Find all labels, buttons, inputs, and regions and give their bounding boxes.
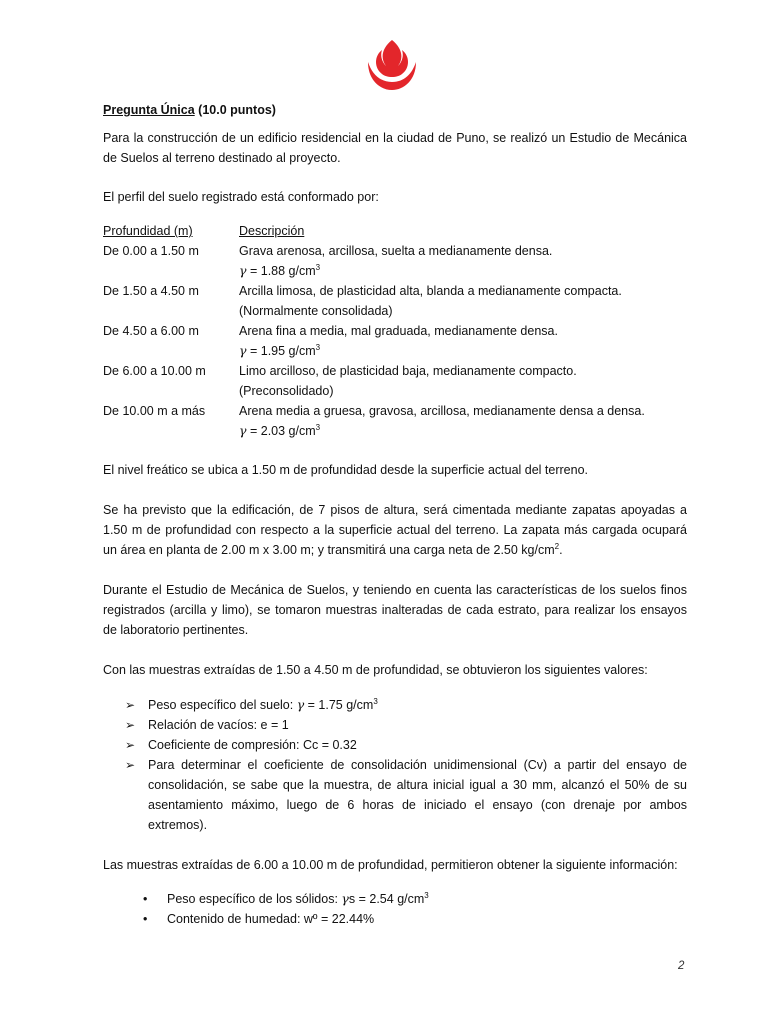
question-points: (10.0 puntos) xyxy=(198,103,276,117)
table-row xyxy=(103,401,687,441)
soil-profile-table xyxy=(103,221,687,441)
arrow-bullet-icon: ➢ xyxy=(125,758,136,772)
samples-b-list xyxy=(103,889,687,929)
depth-cell: De 0.00 a 1.50 m xyxy=(103,244,199,258)
samples-a-paragraph: Con las muestras extraídas de 1.50 a 4.50 m de profundidad, se obtuvieron los siguientes valores: xyxy=(103,663,648,677)
desc-cell: Arena media a gruesa, gravosa, arcillosa, medianamente densa a densa. xyxy=(239,404,645,418)
desc-cell: Arcilla limosa, de plasticidad alta, blanda a medianamente compacta. xyxy=(239,284,622,298)
table-header-row xyxy=(103,221,687,241)
list-item: ➢ Peso específico del suelo: γ = 1.75 $g/cm^3$ xyxy=(125,695,687,715)
desc-extra: (Normalmente consolidada) xyxy=(239,304,393,318)
water-table-paragraph: El nivel freático se ubica a 1.50 m de profundidad desde la superficie actual del terreno. xyxy=(103,463,589,477)
question-title: Pregunta Única xyxy=(103,103,195,117)
depth-cell: De 4.50 a 6.00 m xyxy=(103,324,199,338)
list-item: • Contenido de humedad: wº = 22.44% xyxy=(143,909,687,929)
question-heading xyxy=(103,100,687,120)
gamma-line: γ = 1.95 $g/cm^3$ xyxy=(239,343,321,358)
list-item: • Peso específico de los sólidos: γs = 2.54 $g/cm^3$ xyxy=(143,889,687,909)
samples-b-paragraph: Las muestras extraídas de 6.00 a 10.00 m de profundidad, permitieron obtener la siguiente información: xyxy=(103,858,678,872)
desc-extra: (Preconsolidado) xyxy=(239,384,334,398)
depth-cell: De 1.50 a 4.50 m xyxy=(103,284,199,298)
document-page xyxy=(103,100,687,929)
arrow-bullet-icon: ➢ xyxy=(125,738,136,752)
desc-cell: Arena fina a media, mal graduada, medianamente densa. xyxy=(239,324,558,338)
page-number: 2 xyxy=(678,960,685,972)
col-desc-header: Descripción xyxy=(239,224,305,238)
list-item: ➢ Para determinar el coeficiente de consolidación unidimensional (Cv) a partir del ensayo de consolidación, se sabe que la muestra, de altura inicial igual a 30 mm, alcanzó el 50% de su asentamiento máximo, luego de 6 horas de iniciado el ensayo (con drenaje por ambos extremos). xyxy=(125,755,687,835)
list-item: ➢ Relación de vacíos: e = 1 xyxy=(125,715,687,735)
profile-intro: El perfil del suelo registrado está conformado por: xyxy=(103,190,379,204)
table-row xyxy=(103,361,687,401)
list-item: ➢ Coeficiente de compresión: Cc = 0.32 xyxy=(125,735,687,755)
depth-cell: De 6.00 a 10.00 m xyxy=(103,364,206,378)
col-depth-header: Profundidad (m) xyxy=(103,224,193,238)
depth-cell: De 10.00 m a más xyxy=(103,404,206,418)
table-row xyxy=(103,241,687,281)
gamma-line: γ = 2.03 $g/cm^3$ xyxy=(239,423,321,438)
arrow-bullet-icon: ➢ xyxy=(125,698,136,712)
upc-flame-logo-icon xyxy=(360,36,424,94)
intro-paragraph: Para la construcción de un edificio residencial en la ciudad de Puno, se realizó un Estudio de Mecánica de Suelos al terreno destinado al proyecto. xyxy=(103,131,687,165)
desc-cell: Limo arcilloso, de plasticidad baja, medianamente compacto. xyxy=(239,364,577,378)
sampling-paragraph: Durante el Estudio de Mecánica de Suelos, y teniendo en cuenta las características de los suelos finos registrados (arcilla y limo), se tomaron muestras inalteradas de cada estrato, para realizar los ensayos de laboratorio pertinentes. xyxy=(103,583,687,637)
table-row xyxy=(103,321,687,361)
table-row xyxy=(103,281,687,321)
gamma-line: γ = 1.88 $g/cm^3$ xyxy=(239,263,321,278)
dot-bullet-icon: • xyxy=(143,912,148,926)
desc-cell: Grava arenosa, arcillosa, suelta a medianamente densa. xyxy=(239,244,553,258)
dot-bullet-icon: • xyxy=(143,892,148,906)
foundation-paragraph: Se ha previsto que la edificación, de 7 pisos de altura, será cimentada mediante zapatas apoyadas a 1.50 m de profundidad con respecto a la superficie actual del terreno. La zapata más cargada ocupará un área en planta de 2.00 m x 3.00 m; y transmitirá una carga neta de 2.50 $kg/cm^2$. xyxy=(103,503,687,557)
arrow-bullet-icon: ➢ xyxy=(125,718,136,732)
samples-a-list xyxy=(103,695,687,835)
